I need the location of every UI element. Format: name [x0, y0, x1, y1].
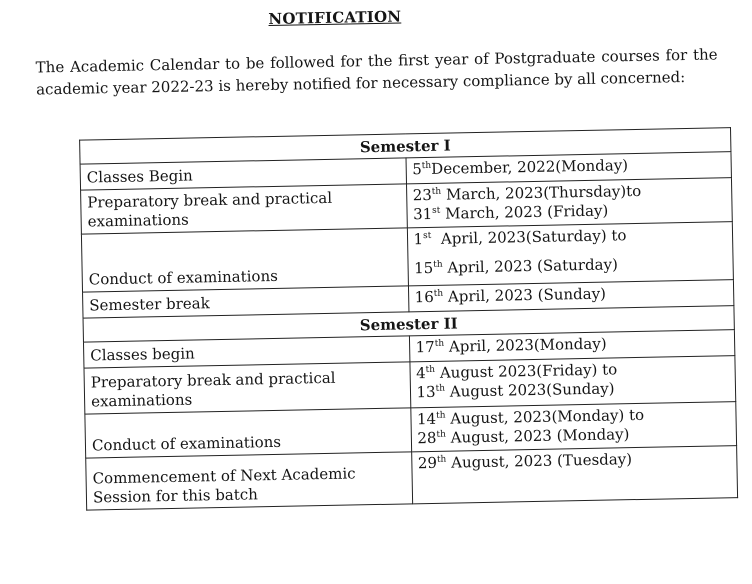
- date-rest: August 2023(Sunday): [444, 379, 615, 401]
- date-day: 17: [415, 337, 435, 357]
- event-date: [410, 402, 736, 452]
- date-line: [415, 282, 728, 307]
- date-day: 13: [416, 382, 436, 402]
- date-rest: August, 2023 (Monday): [445, 425, 630, 447]
- date-ordinal-suffix: th: [434, 338, 445, 349]
- date-rest: April, 2023 (Sunday): [443, 284, 607, 306]
- date-ordinal-suffix: th: [433, 288, 444, 299]
- date-ordinal-suffix: st: [422, 230, 432, 242]
- date-rest: March, 2023(Thursday)to: [441, 181, 642, 204]
- event-label: Classes begin: [83, 336, 409, 368]
- date-ordinal-suffix: th: [425, 364, 436, 376]
- calendar-row: [86, 446, 738, 510]
- intro-paragraph: [35, 43, 726, 100]
- date-day: 15: [413, 258, 434, 278]
- date-day: 14: [416, 409, 437, 429]
- date-ordinal-suffix: th: [436, 429, 446, 440]
- date-rest: December, 2022(Monday): [431, 156, 629, 178]
- date-rest: March, 2023 (Friday): [440, 201, 609, 223]
- intro-line-2: academic year 2022-23 is hereby notified for necessary compliance by all concerned:: [35, 68, 686, 99]
- date-rest: April, 2023(Saturday) to: [431, 226, 627, 248]
- date-rest: August, 2023(Monday) to: [445, 405, 645, 428]
- event-label: Classes Begin: [80, 158, 406, 190]
- event-label: Commencement of Next Academic Session for this batch: [86, 452, 412, 510]
- date-day: 1: [413, 230, 424, 249]
- date-rest: August 2023(Friday) to: [434, 360, 618, 382]
- academic-calendar-table: [79, 127, 738, 510]
- event-date: [406, 178, 732, 228]
- event-label: Conduct of examinations: [81, 228, 408, 292]
- date-line: [415, 332, 728, 357]
- intro-line-1: The Academic Calendar to be followed for the first year of Postgraduate courses for the: [35, 45, 718, 77]
- date-day: 4: [415, 364, 426, 383]
- event-label: Preparatory break and practical examinations: [81, 184, 407, 234]
- date-day: 28: [417, 428, 437, 448]
- date-day: 16: [414, 287, 434, 307]
- event-date: [409, 356, 735, 408]
- date-day: 5: [412, 160, 422, 179]
- event-label: Semester break: [83, 286, 409, 318]
- event-date: [411, 446, 737, 504]
- semester-heading: Semester I: [80, 128, 731, 164]
- date-ordinal-suffix: th: [421, 160, 432, 172]
- date-day: 23: [412, 185, 432, 205]
- date-ordinal-suffix: th: [433, 259, 443, 270]
- date-ordinal-suffix: st: [432, 205, 441, 216]
- date-ordinal-suffix: th: [435, 383, 446, 394]
- date-rest: August, 2023 (Tuesday): [446, 450, 633, 472]
- notification-title: NOTIFICATION: [268, 7, 402, 29]
- date-line: [418, 448, 731, 473]
- semester-heading: Semester II: [83, 306, 734, 342]
- date-ordinal-suffix: th: [431, 186, 442, 197]
- date-ordinal-suffix: th: [435, 410, 446, 421]
- event-label: Conduct of examinations: [85, 408, 411, 458]
- date-day: 29: [417, 453, 438, 473]
- event-date: [407, 222, 734, 286]
- event-label: Preparatory break and practical examinations: [84, 362, 410, 414]
- date-ordinal-suffix: th: [436, 454, 447, 465]
- date-rest: April, 2023(Monday): [443, 334, 607, 356]
- date-rest: April, 2023 (Saturday): [442, 255, 619, 277]
- date-line: [412, 154, 725, 179]
- date-day: 31: [412, 204, 433, 224]
